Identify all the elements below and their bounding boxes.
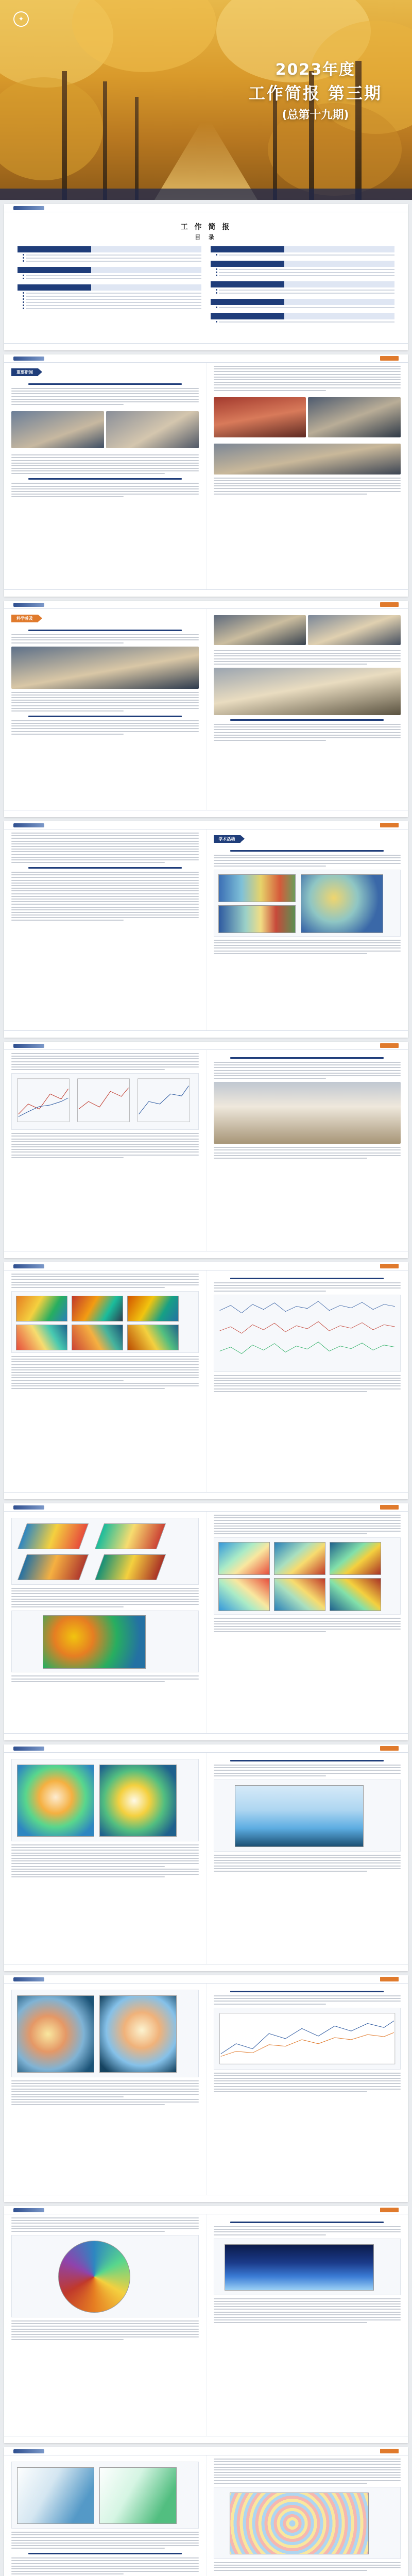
- page-7-spread: [4, 1503, 408, 1740]
- page-10-spread: [4, 2206, 408, 2443]
- section-tag-science: 科学普及: [11, 615, 38, 622]
- page-7-right: [206, 1512, 408, 1733]
- cover-main-title: 工作简报 第三期: [248, 83, 382, 103]
- toc-section[interactable]: [18, 267, 201, 279]
- page-11-right: [206, 2455, 408, 2576]
- figure-maps: [214, 870, 401, 937]
- conference-photo: [214, 397, 306, 437]
- cover-year-title: 2023年度: [275, 61, 356, 79]
- toc-page: [4, 204, 408, 350]
- toc-section[interactable]: [211, 281, 394, 294]
- page-4-right: [206, 829, 408, 1030]
- cover-footer-band: [0, 189, 412, 200]
- page-3-spread: [4, 601, 408, 817]
- page-7-left: [4, 1512, 206, 1733]
- page-11-left: [4, 2455, 206, 2576]
- event-photo: [214, 615, 306, 645]
- page-2-spread: [4, 354, 408, 597]
- group-photo: [214, 444, 401, 474]
- toc-section[interactable]: [211, 246, 394, 256]
- page-9-left: [4, 1984, 206, 2195]
- figure-line-charts: [11, 1073, 199, 1130]
- figure-bar-maps: [11, 2462, 199, 2529]
- figure-circular-plot: [11, 2235, 199, 2317]
- page-8-spread: [4, 1744, 408, 1971]
- toc-right-column: [211, 246, 394, 328]
- page-6-right: [206, 1270, 408, 1492]
- page-5-left: [4, 1050, 206, 1251]
- toc-left-column: [18, 246, 201, 328]
- page-10-right: [206, 2214, 408, 2436]
- section-tag-news: 重要新闻: [11, 368, 38, 376]
- page-8-left: [4, 1753, 206, 1964]
- toc-section[interactable]: [18, 284, 201, 309]
- figure-heatmap: [11, 1611, 199, 1672]
- page-4-left: [4, 829, 206, 1030]
- figure-colored-maps: [11, 1291, 199, 1353]
- figure-spatial-maps: [11, 1990, 199, 2077]
- page-8-right: [206, 1753, 408, 1964]
- page-11-spread: [4, 2447, 408, 2576]
- figure-multi-panel-maps: [214, 1537, 401, 1615]
- toc-title: 工 作 简 报: [180, 223, 232, 231]
- field-photo: [214, 668, 401, 715]
- figure-scatter-maps: [214, 1780, 401, 1852]
- page-2-left: [4, 363, 206, 589]
- toc-section[interactable]: [211, 261, 394, 276]
- figure-line-panels: [214, 2008, 401, 2070]
- page-6-spread: [4, 1262, 408, 1499]
- group-photo: [308, 397, 401, 437]
- figure-time-series: [214, 1295, 401, 1372]
- toc-section[interactable]: [18, 246, 201, 262]
- radar-photo: [214, 1082, 401, 1144]
- meeting-photo: [11, 411, 104, 448]
- page-9-spread: [4, 1975, 408, 2202]
- event-photo: [308, 615, 401, 645]
- meeting-photo: [106, 411, 199, 448]
- toc-section[interactable]: [211, 299, 394, 308]
- page-9-right: [206, 1984, 408, 2195]
- cover-title-block: [249, 57, 382, 122]
- toc-section[interactable]: [211, 313, 394, 323]
- page-10-left: [4, 2214, 206, 2436]
- section-tag-academic: 学术活动: [214, 835, 241, 843]
- page-2-right: [206, 363, 408, 589]
- students-photo: [11, 647, 199, 689]
- page-3-right: [206, 609, 408, 810]
- page-6-left: [4, 1270, 206, 1492]
- cover-logo: [13, 11, 33, 27]
- figure-3d-maps: [11, 1518, 199, 1585]
- figure-contour: [214, 2487, 401, 2559]
- figure-spectrum: [214, 2239, 401, 2295]
- institute-logo-icon: ✦: [13, 11, 29, 27]
- page-3-left: [4, 609, 206, 810]
- toc-subtitle: 目 录: [195, 234, 217, 241]
- cover-sub-title: (总第十九期): [282, 109, 349, 122]
- article-title: [11, 383, 199, 385]
- page-4-spread: [4, 821, 408, 1038]
- page-5-spread: [4, 1042, 408, 1258]
- cover: [0, 0, 412, 200]
- page-5-right: [206, 1050, 408, 1251]
- figure-maps-grid: [11, 1759, 199, 1841]
